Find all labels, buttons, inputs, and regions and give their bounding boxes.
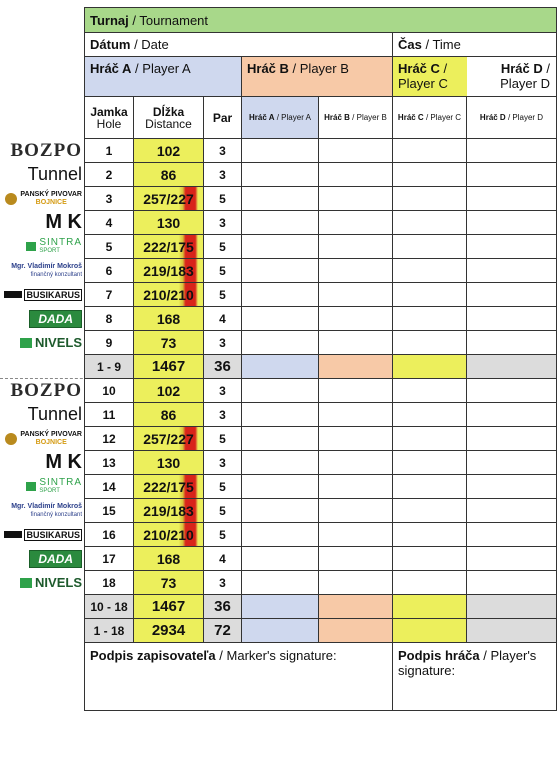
tunnel-logo xyxy=(2,404,82,426)
hole-number: 1 - 18 xyxy=(85,619,134,643)
score-player-c[interactable] xyxy=(393,595,467,619)
hole-row xyxy=(85,499,557,523)
hole-row xyxy=(85,259,557,283)
busikarus-logo-text: BUSIKARUS xyxy=(26,289,80,300)
hole-number: 1 - 9 xyxy=(85,355,134,379)
tournament-label: Turnaj xyxy=(90,12,129,28)
hole-number: 3 xyxy=(85,187,134,211)
hole-number: 8 xyxy=(85,307,134,331)
hole-distance: 86 xyxy=(134,403,204,427)
score-player-d[interactable] xyxy=(467,547,557,571)
hole-column-header xyxy=(85,97,134,139)
marker-signature-label: Podpis zapisovateľa xyxy=(90,648,216,663)
pansky-pivovar-logo xyxy=(2,188,82,210)
hole-par: 5 xyxy=(204,187,242,211)
subtotal-row xyxy=(85,595,557,619)
hole-par: 36 xyxy=(204,355,242,379)
player-c-label-en: / Player C xyxy=(398,61,448,91)
hole-par: 3 xyxy=(204,163,242,187)
score-player-b[interactable] xyxy=(319,403,393,427)
sintra-logo xyxy=(2,476,82,498)
score-player-c[interactable] xyxy=(393,499,467,523)
hole-number: 7 xyxy=(85,283,134,307)
scorecard-table xyxy=(84,7,557,711)
score-player-c[interactable] xyxy=(393,451,467,475)
mokros-logo-text: Mgr. Vladimír Mokroš xyxy=(11,502,82,510)
score-player-a[interactable] xyxy=(242,427,319,451)
hole-row xyxy=(85,211,557,235)
hole-par: 72 xyxy=(204,619,242,643)
score-player-d[interactable] xyxy=(467,211,557,235)
nivels-logo xyxy=(2,572,82,594)
dada-logo xyxy=(2,308,82,330)
tunnel-logo-text: Tunnel xyxy=(27,404,82,424)
sintra-logo xyxy=(2,236,82,258)
score-player-c[interactable] xyxy=(393,571,467,595)
score-player-b[interactable] xyxy=(319,211,393,235)
player-c-label: Hráč C xyxy=(398,61,440,76)
score-player-b[interactable] xyxy=(319,259,393,283)
player-c-field[interactable] xyxy=(393,57,467,97)
par-column-header xyxy=(204,97,242,139)
score-player-d[interactable] xyxy=(467,163,557,187)
nivels-logo-text: NIVELS xyxy=(35,575,82,590)
hole-number: 6 xyxy=(85,259,134,283)
bozpo-logo xyxy=(2,140,82,162)
score-player-d[interactable] xyxy=(467,619,557,643)
score-player-b[interactable] xyxy=(319,331,393,355)
player-d-label-en: / Player D xyxy=(500,61,550,91)
col-c-en: / Player C xyxy=(423,113,462,122)
hole-number: 10 - 18 xyxy=(85,595,134,619)
hole-header-sk: Jamka xyxy=(90,104,128,119)
hole-par: 3 xyxy=(204,379,242,403)
score-player-b[interactable] xyxy=(319,619,393,643)
score-player-b[interactable] xyxy=(319,307,393,331)
score-player-a[interactable] xyxy=(242,355,319,379)
score-player-b[interactable] xyxy=(319,475,393,499)
subtotal-row xyxy=(85,619,557,643)
score-player-d[interactable] xyxy=(467,403,557,427)
time-field[interactable] xyxy=(393,33,557,57)
hole-header-en: Hole xyxy=(96,116,122,131)
score-player-b[interactable] xyxy=(319,427,393,451)
busikarus-logo xyxy=(2,284,82,306)
mk-logo xyxy=(2,452,82,474)
hole-distance: 210/210 xyxy=(134,283,204,307)
par-header: Par xyxy=(212,110,233,125)
time-label: Čas xyxy=(398,37,422,52)
pansky-pivovar-logo-text: PANSKÝ PIVOVAR xyxy=(20,190,82,198)
score-player-b[interactable] xyxy=(319,187,393,211)
score-player-c[interactable] xyxy=(393,259,467,283)
distance-header-sk: Dĺžka xyxy=(152,104,185,119)
score-player-c[interactable] xyxy=(393,163,467,187)
hole-number: 14 xyxy=(85,475,134,499)
hole-distance: 1467 xyxy=(134,355,204,379)
dada-logo-text: DADA xyxy=(29,550,82,568)
hole-number: 5 xyxy=(85,235,134,259)
hole-number: 4 xyxy=(85,211,134,235)
player-signature-label-en: / Player's signature: xyxy=(398,648,537,678)
hole-distance: 210/210 xyxy=(134,523,204,547)
score-player-a[interactable] xyxy=(242,259,319,283)
hole-row xyxy=(85,547,557,571)
score-player-d[interactable] xyxy=(467,259,557,283)
score-player-d[interactable] xyxy=(467,307,557,331)
score-player-d[interactable] xyxy=(467,427,557,451)
hole-number: 17 xyxy=(85,547,134,571)
score-player-d[interactable] xyxy=(467,355,557,379)
score-player-c[interactable] xyxy=(393,427,467,451)
player-signature-label: Podpis hráča xyxy=(398,648,480,663)
pansky-pivovar-logo xyxy=(2,428,82,450)
hole-distance: 1467 xyxy=(134,595,204,619)
sintra-logo-text: SPORT xyxy=(39,487,60,494)
hole-par: 4 xyxy=(204,307,242,331)
hole-distance: 222/175 xyxy=(134,235,204,259)
score-player-b[interactable] xyxy=(319,451,393,475)
player-d-label: Hráč D xyxy=(500,61,543,76)
score-player-c[interactable] xyxy=(393,379,467,403)
player-a-field[interactable] xyxy=(85,57,242,97)
hole-number: 2 xyxy=(85,163,134,187)
score-player-a[interactable] xyxy=(242,595,319,619)
hole-par: 3 xyxy=(204,403,242,427)
hole-distance: 257/227 xyxy=(134,427,204,451)
mokros-logo-text: finančný konzultant xyxy=(30,511,82,518)
mk-logo xyxy=(2,212,82,234)
player-a-column-header xyxy=(242,97,319,139)
hole-par: 3 xyxy=(204,139,242,163)
score-player-c[interactable] xyxy=(393,403,467,427)
player-b-column-header xyxy=(319,97,393,139)
score-player-d[interactable] xyxy=(467,379,557,403)
player-d-column-header xyxy=(467,97,557,139)
hole-number: 15 xyxy=(85,499,134,523)
score-player-b[interactable] xyxy=(319,163,393,187)
score-player-a[interactable] xyxy=(242,379,319,403)
hole-distance: 102 xyxy=(134,139,204,163)
hole-distance: 73 xyxy=(134,331,204,355)
dada-logo-text: DADA xyxy=(29,310,82,328)
player-b-label: Hráč B xyxy=(247,61,289,76)
score-player-d[interactable] xyxy=(467,571,557,595)
score-player-a[interactable] xyxy=(242,235,319,259)
score-player-b[interactable] xyxy=(319,283,393,307)
subtotal-row xyxy=(85,355,557,379)
score-player-b[interactable] xyxy=(319,571,393,595)
hole-number: 11 xyxy=(85,403,134,427)
hole-par: 4 xyxy=(204,547,242,571)
score-player-b[interactable] xyxy=(319,595,393,619)
hole-number: 9 xyxy=(85,331,134,355)
score-player-d[interactable] xyxy=(467,475,557,499)
hole-distance: 2934 xyxy=(134,619,204,643)
hole-par: 3 xyxy=(204,451,242,475)
col-c-sk: Hráč C xyxy=(397,113,424,122)
hole-row xyxy=(85,403,557,427)
sintra-logo-text: SPORT xyxy=(39,247,60,254)
score-player-a[interactable] xyxy=(242,499,319,523)
marker-signature-label-en: / Marker's signature: xyxy=(215,648,337,663)
hole-number: 12 xyxy=(85,427,134,451)
hole-par: 5 xyxy=(204,283,242,307)
hole-distance: 73 xyxy=(134,571,204,595)
dada-logo xyxy=(2,548,82,570)
score-player-c[interactable] xyxy=(393,331,467,355)
hole-row xyxy=(85,331,557,355)
pansky-pivovar-logo-text: BOJNICE xyxy=(35,198,67,206)
hole-row xyxy=(85,235,557,259)
player-c-column-header xyxy=(393,97,467,139)
score-player-d[interactable] xyxy=(467,235,557,259)
hole-distance: 168 xyxy=(134,307,204,331)
hole-row xyxy=(85,163,557,187)
pansky-pivovar-logo-text: PANSKÝ PIVOVAR xyxy=(20,430,82,438)
bozpo-logo xyxy=(2,380,82,402)
hole-row xyxy=(85,307,557,331)
score-player-b[interactable] xyxy=(319,355,393,379)
score-player-a[interactable] xyxy=(242,283,319,307)
hole-row xyxy=(85,379,557,403)
score-player-a[interactable] xyxy=(242,619,319,643)
col-a-sk: Hráč A xyxy=(249,113,275,122)
hole-row xyxy=(85,427,557,451)
hole-distance: 219/183 xyxy=(134,259,204,283)
distance-header-en: Distance xyxy=(145,116,192,131)
score-player-a[interactable] xyxy=(242,163,319,187)
score-player-c[interactable] xyxy=(393,475,467,499)
hole-number: 18 xyxy=(85,571,134,595)
hole-number: 1 xyxy=(85,139,134,163)
hole-row xyxy=(85,451,557,475)
score-player-b[interactable] xyxy=(319,523,393,547)
score-player-d[interactable] xyxy=(467,451,557,475)
time-label-en: / Time xyxy=(421,37,461,52)
score-player-c[interactable] xyxy=(393,619,467,643)
hole-row xyxy=(85,139,557,163)
hole-row xyxy=(85,283,557,307)
hole-number: 16 xyxy=(85,523,134,547)
score-player-b[interactable] xyxy=(319,499,393,523)
score-player-b[interactable] xyxy=(319,379,393,403)
score-player-d[interactable] xyxy=(467,595,557,619)
score-player-d[interactable] xyxy=(467,331,557,355)
bozpo-logo-text: BOZPO xyxy=(10,139,82,161)
hole-distance: 257/227 xyxy=(134,187,204,211)
hole-par: 3 xyxy=(204,571,242,595)
sintra-logo-text: SINTRA xyxy=(39,476,82,488)
scorecard xyxy=(84,7,556,711)
score-player-b[interactable] xyxy=(319,139,393,163)
hole-distance: 222/175 xyxy=(134,475,204,499)
player-a-label: Hráč A xyxy=(90,61,132,76)
player-a-label-en: / Player A xyxy=(131,61,191,76)
hole-par: 5 xyxy=(204,499,242,523)
pansky-pivovar-logo-text: BOJNICE xyxy=(35,438,67,446)
hole-par: 5 xyxy=(204,235,242,259)
tournament-label-en: / Tournament xyxy=(128,12,209,28)
score-player-c[interactable] xyxy=(393,187,467,211)
busikarus-logo-text: BUSIKARUS xyxy=(26,529,80,540)
mokros-logo xyxy=(2,260,82,282)
hole-distance: 168 xyxy=(134,547,204,571)
score-player-a[interactable] xyxy=(242,307,319,331)
score-player-a[interactable] xyxy=(242,523,319,547)
hole-par: 5 xyxy=(204,427,242,451)
col-b-sk: Hráč B xyxy=(324,113,350,122)
date-label: Dátum xyxy=(90,37,131,52)
hole-distance: 130 xyxy=(134,211,204,235)
tunnel-logo-text: Tunnel xyxy=(27,164,82,184)
score-player-c[interactable] xyxy=(393,547,467,571)
hole-par: 5 xyxy=(204,523,242,547)
score-player-b[interactable] xyxy=(319,235,393,259)
date-field[interactable] xyxy=(85,33,393,57)
score-player-a[interactable] xyxy=(242,571,319,595)
hole-distance: 86 xyxy=(134,163,204,187)
player-b-label-en: / Player B xyxy=(288,61,349,76)
mokros-logo-text: finančný konzultant xyxy=(30,271,82,278)
score-player-a[interactable] xyxy=(242,139,319,163)
hole-number: 10 xyxy=(85,379,134,403)
hole-distance: 102 xyxy=(134,379,204,403)
score-player-c[interactable] xyxy=(393,523,467,547)
player-b-field[interactable] xyxy=(242,57,393,97)
score-player-a[interactable] xyxy=(242,331,319,355)
score-player-a[interactable] xyxy=(242,211,319,235)
score-player-a[interactable] xyxy=(242,187,319,211)
hole-par: 5 xyxy=(204,259,242,283)
hole-row xyxy=(85,475,557,499)
mk-logo-text: M K xyxy=(45,211,82,233)
score-player-c[interactable] xyxy=(393,283,467,307)
tunnel-logo xyxy=(2,164,82,186)
col-b-en: / Player B xyxy=(349,113,387,122)
nivels-logo xyxy=(2,332,82,354)
score-player-c[interactable] xyxy=(393,139,467,163)
busikarus-logo xyxy=(2,524,82,546)
score-player-d[interactable] xyxy=(467,523,557,547)
hole-number: 13 xyxy=(85,451,134,475)
score-player-a[interactable] xyxy=(242,475,319,499)
score-player-d[interactable] xyxy=(467,139,557,163)
score-player-d[interactable] xyxy=(467,283,557,307)
mokros-logo-text: Mgr. Vladimír Mokroš xyxy=(11,262,82,270)
score-player-a[interactable] xyxy=(242,403,319,427)
score-player-c[interactable] xyxy=(393,355,467,379)
nivels-logo-text: NIVELS xyxy=(35,335,82,350)
col-d-en: / Player D xyxy=(505,113,544,122)
hole-par: 5 xyxy=(204,475,242,499)
score-player-c[interactable] xyxy=(393,235,467,259)
marker-signature-field[interactable] xyxy=(85,643,393,711)
tournament-field[interactable] xyxy=(85,8,557,33)
hole-row xyxy=(85,571,557,595)
sintra-logo-text: SINTRA xyxy=(39,236,82,248)
hole-par: 3 xyxy=(204,211,242,235)
date-label-en: / Date xyxy=(130,37,169,52)
distance-column-header xyxy=(134,97,204,139)
hole-par: 3 xyxy=(204,331,242,355)
score-player-c[interactable] xyxy=(393,307,467,331)
bozpo-logo-text: BOZPO xyxy=(10,379,82,401)
hole-distance: 130 xyxy=(134,451,204,475)
col-d-sk: Hráč D xyxy=(479,113,506,122)
hole-distance: 219/183 xyxy=(134,499,204,523)
hole-row xyxy=(85,523,557,547)
mokros-logo xyxy=(2,500,82,522)
hole-row xyxy=(85,187,557,211)
score-player-c[interactable] xyxy=(393,211,467,235)
mk-logo-text: M K xyxy=(45,451,82,473)
player-signature-field[interactable] xyxy=(393,643,557,711)
score-player-a[interactable] xyxy=(242,451,319,475)
col-a-en: / Player A xyxy=(274,113,311,122)
score-player-a[interactable] xyxy=(242,547,319,571)
score-player-d[interactable] xyxy=(467,187,557,211)
score-player-d[interactable] xyxy=(467,499,557,523)
player-d-field[interactable] xyxy=(467,57,557,97)
score-player-b[interactable] xyxy=(319,547,393,571)
hole-par: 36 xyxy=(204,595,242,619)
